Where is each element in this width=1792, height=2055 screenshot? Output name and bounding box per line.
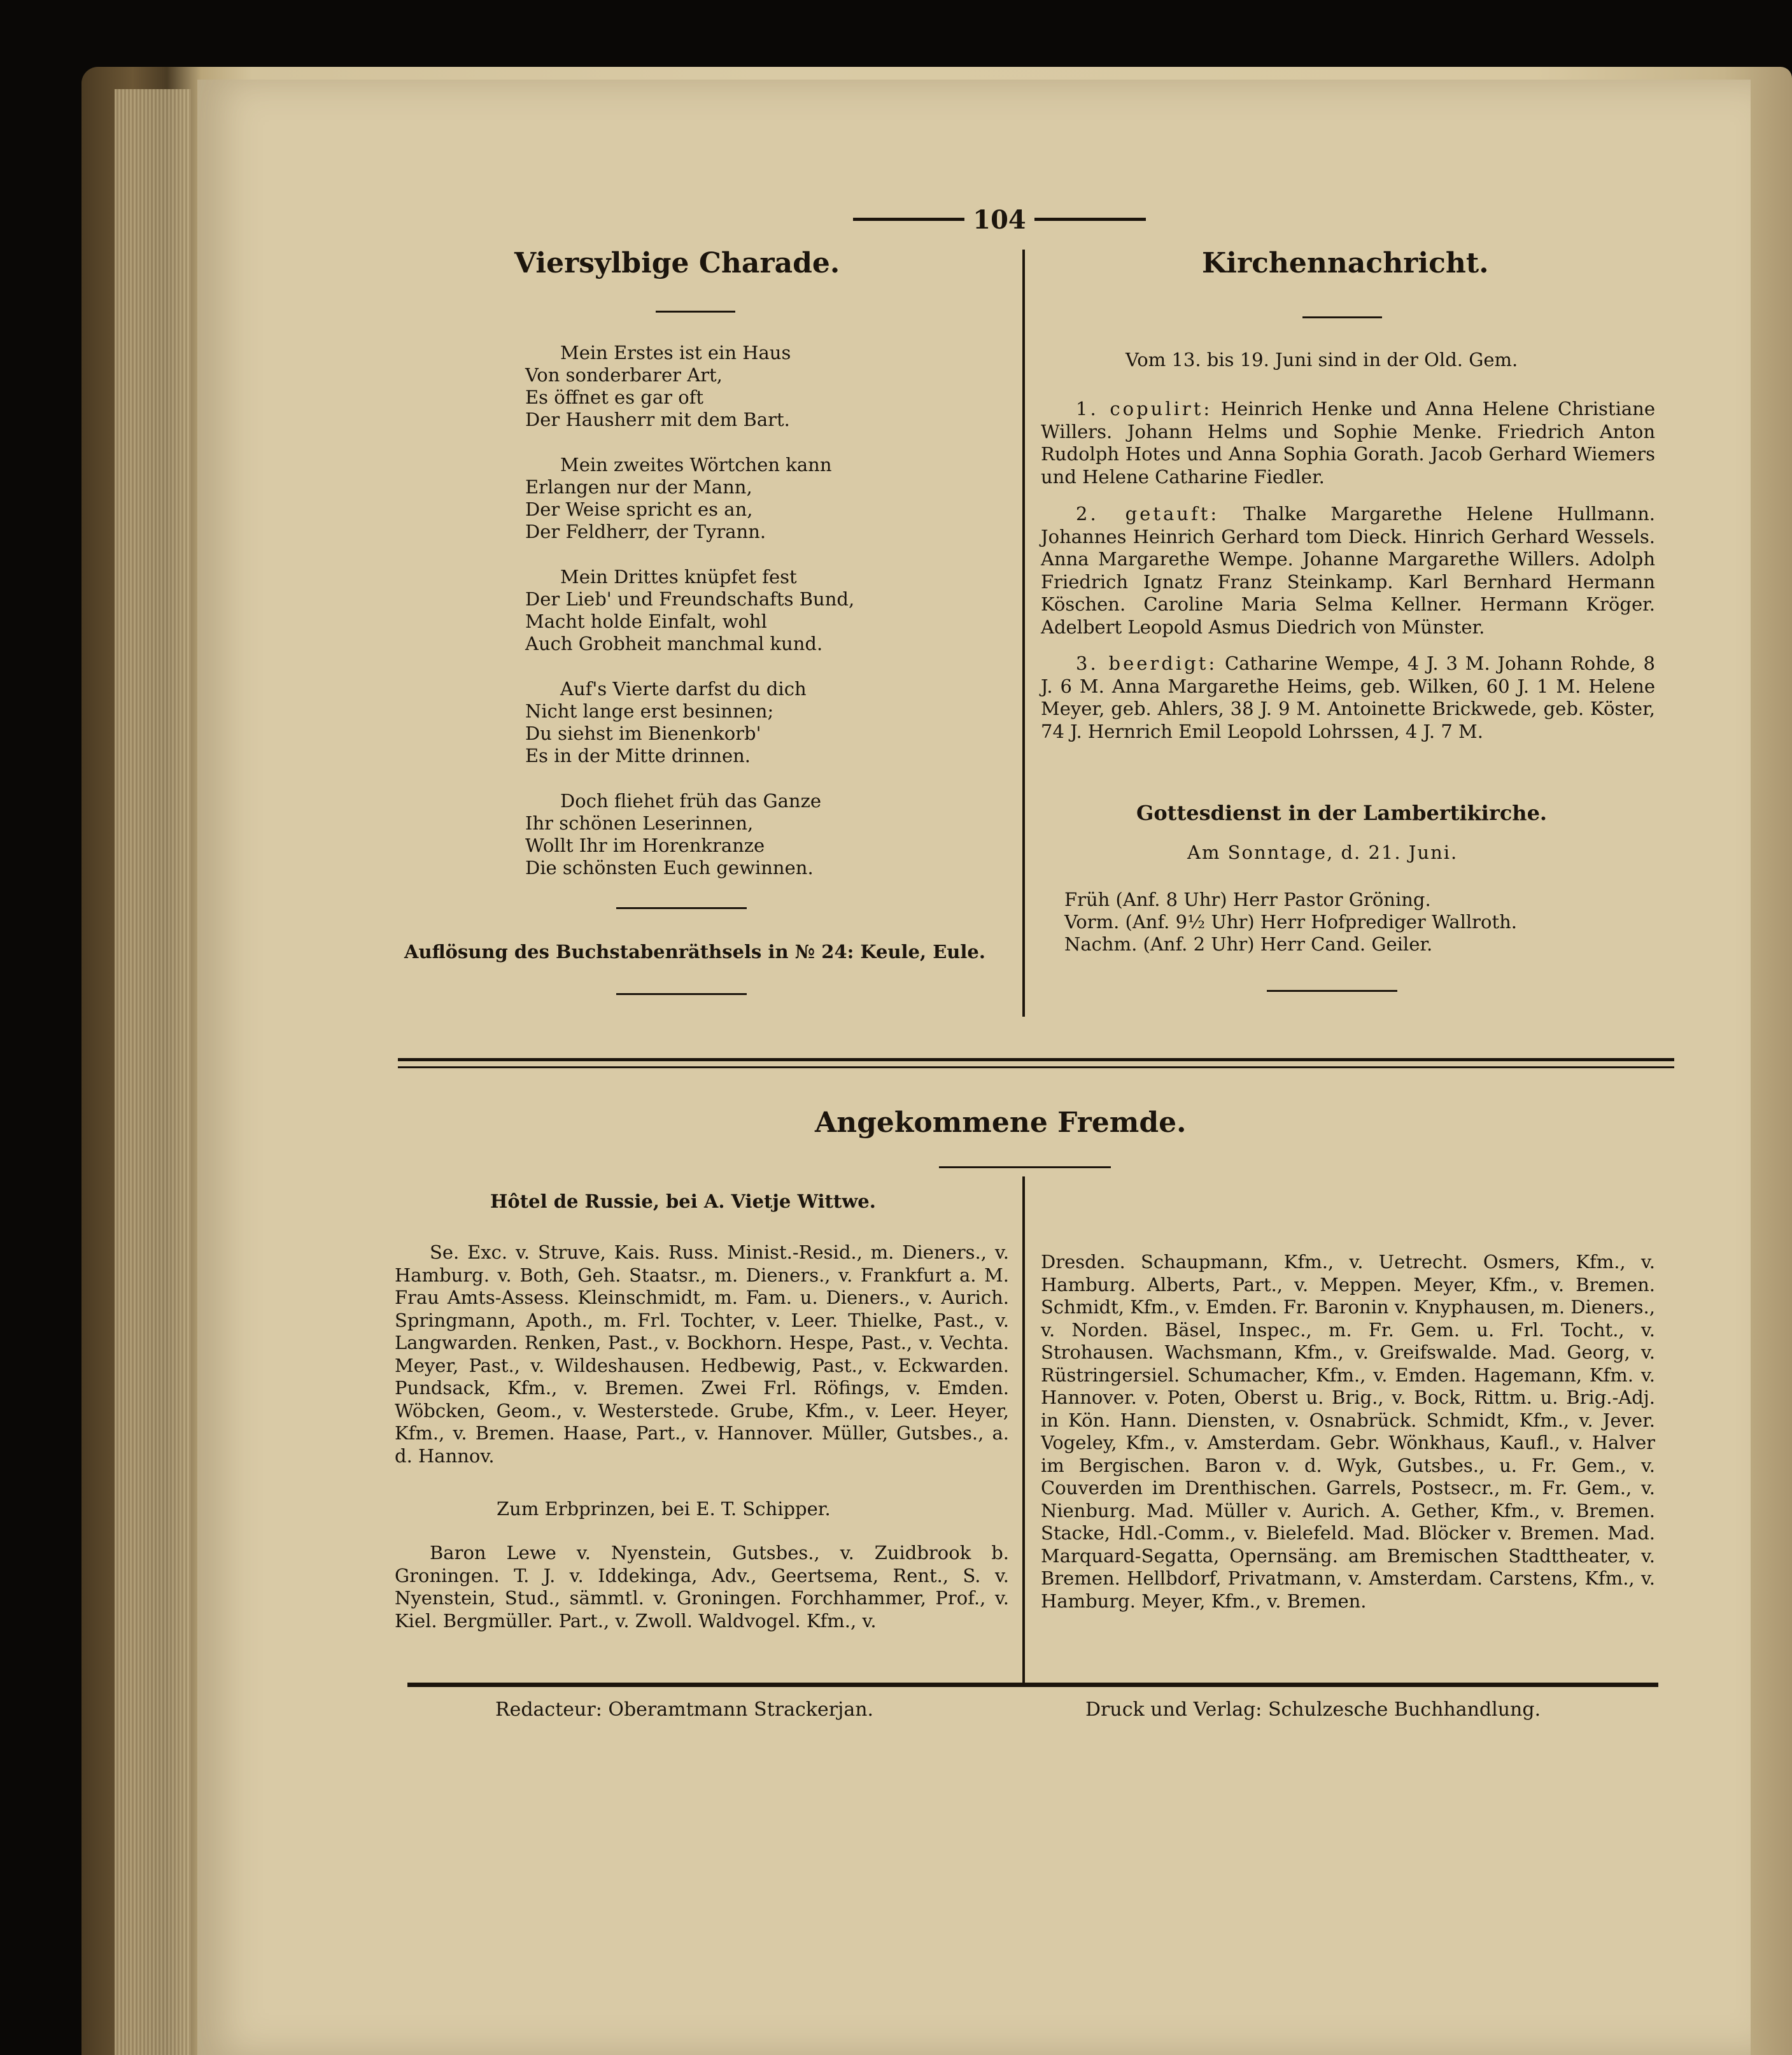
getauft-label: 2. getauft: bbox=[1076, 503, 1220, 525]
section-rule-bottom bbox=[398, 1066, 1674, 1068]
hotel1-title: Hôtel de Russie, bei A. Vietje Wittwe. bbox=[490, 1190, 876, 1212]
beerdigt-text: Catharine Wempe, 4 J. 3 M. Johann Rohde, 8 J. 6 M. Anna Margarethe Heims, geb. Wilken, 60 J. 1 M. Helene Meyer, geb. Ahlers, 38 J. 9 M. Antoinette Brickwede, geb. Köster, 74 J. Hernrich Emil Leopold Lohrssen, 4 J. 7 M. bbox=[1041, 653, 1655, 742]
column-divider-top bbox=[1022, 250, 1025, 1017]
strangers-title-rule bbox=[939, 1166, 1111, 1168]
poem-line: Auf's Vierte darfst du dich bbox=[560, 678, 807, 700]
poem-line: Erlangen nur der Mann, bbox=[525, 476, 752, 498]
poem-line: Der Weise spricht es an, bbox=[525, 498, 753, 520]
hotel2-guests-text: Baron Lewe v. Nyenstein, Gutsbes., v. Zuidbrook b. Groningen. T. J. v. Iddekinga, Adv., Geertsema, Rent., S. v. Nyenstein, Stud., sämmtl. v. Groningen. Forchhammer, Prof., v. Kiel. Bergmüller. Part., v. Zwoll. Waldvogel. Kfm., v. bbox=[395, 1542, 1009, 1632]
poem-stanza bbox=[525, 678, 854, 767]
church-copulirt bbox=[1041, 398, 1655, 488]
page-stack-edge bbox=[115, 89, 191, 2055]
poem-line: Macht holde Einfalt, wohl bbox=[525, 611, 767, 632]
poem-line: Der Lieb' und Freundschafts Bund, bbox=[525, 588, 855, 610]
poem-line: Wollt Ihr im Horenkranze bbox=[525, 835, 765, 856]
footer-rule bbox=[407, 1683, 1658, 1687]
church-beerdigt bbox=[1041, 653, 1655, 743]
church-intro: Vom 13. bis 19. Juni sind in der Old. Gem. bbox=[1125, 349, 1518, 371]
charade-title: Viersylbige Charade. bbox=[514, 247, 840, 279]
strangers-title: Angekommene Fremde. bbox=[815, 1106, 1187, 1139]
strangers-right-column bbox=[1041, 1251, 1655, 1613]
header-rule-left bbox=[853, 218, 964, 221]
poem-line: Nicht lange erst besinnen; bbox=[525, 700, 774, 722]
poem-line: Von sonderbarer Art, bbox=[525, 364, 723, 386]
charade-poem bbox=[525, 342, 854, 902]
charade-title-rule bbox=[656, 311, 735, 313]
beerdigt-label: 3. beerdigt: bbox=[1076, 653, 1218, 674]
hotel2-title: Zum Erbprinzen, bei E. T. Schipper. bbox=[497, 1498, 831, 1520]
poem-line: Ihr schönen Leserinnen, bbox=[525, 812, 754, 834]
poem-line: Der Feldherr, der Tyrann. bbox=[525, 521, 766, 542]
service-end-rule bbox=[1267, 990, 1397, 992]
poem-line: Auch Grobheit manchmal kund. bbox=[525, 633, 823, 654]
page-header bbox=[853, 205, 1146, 235]
page-number: 104 bbox=[973, 205, 1026, 235]
column-divider-bottom bbox=[1022, 1176, 1025, 1683]
strangers-right-text: Dresden. Schaupmann, Kfm., v. Uetrecht. Osmers, Kfm., v. Hamburg. Alberts, Part., v. Meppen. Meyer, Kfm., v. Bremen. Schmidt, Kfm., v. Emden. Fr. Baronin v. Knyphausen, m. Dieners., v. Norden. Bäsel, Inspec., m. Fr. Gem. u. Frl. Tocht., v. Strohausen. Wachsmann, Kfm., v. Greifswalde. Mad. Georg, v. Rüstringersiel. Schumacher, Kfm., v. Emden. Hagemann, Kfm. v. Hannover. v. Poten, Oberst u. Brig., v. Bock, Rittm. u. Brig.-Adj. in Kön. Hann. Diensten, v. Osnabrück. Schmidt, Kfm., v. Jever. Vogeley, Kfm., v. Amsterdam. Gebr. Wönkhaus, Kaufl., v. Halver im Bergischen. Baron v. d. Wyk, Gutsbes., u. Fr. Gem., v. Couverden im Drenthischen. Garrels, Postsecr., m. Fr. Gem., v. Nienburg. Mad. Müller v. Aurich. A. Gether, Kfm., v. Bremen. Stacke, Hdl.-Comm., v. Bielefeld. Mad. Blöcker v. Bremen. Mad. Marquard-Segatta, Opernsäng. am Bremischen Stadttheater, v. Bremen. Hellbdorf, Privatmann, v. Amsterdam. Carstens, Kfm., v. Hamburg. Meyer, Kfm., v. Bremen. bbox=[1041, 1251, 1655, 1612]
poem-line: Du siehst im Bienenkorb' bbox=[525, 723, 761, 744]
church-title: Kirchennachricht. bbox=[1202, 247, 1489, 279]
service-line: Früh (Anf. 8 Uhr) Herr Pastor Gröning. bbox=[1064, 889, 1431, 910]
footer-editor: Redacteur: Oberamtmann Strackerjan. bbox=[495, 1698, 874, 1721]
poem-line: Mein Drittes knüpfet fest bbox=[560, 566, 797, 588]
header-rule-right bbox=[1034, 218, 1146, 221]
poem-stanza bbox=[525, 342, 854, 431]
charade-solution: Auflösung des Buchstabenräthsels in № 24: Keule, Eule. bbox=[404, 941, 985, 963]
poem-line: Es öffnet es gar oft bbox=[525, 386, 704, 408]
poem-stanza bbox=[525, 454, 854, 543]
poem-line: Doch fliehet früh das Ganze bbox=[560, 790, 822, 812]
poem-line: Mein zweites Wörtchen kann bbox=[560, 454, 832, 476]
copulirt-text: Heinrich Henke und Anna Helene Christiane Willers. Johann Helms und Sophie Menke. Friedrich Anton Rudolph Hotes und Anna Sophia Gorath. Jacob Gerhard Wiemers und Helene Catharine Fiedler. bbox=[1041, 398, 1655, 488]
poem-stanza bbox=[525, 566, 854, 655]
hotel1-guests bbox=[395, 1241, 1009, 1467]
poem-stanza bbox=[525, 790, 854, 879]
poem-line: Es in der Mitte drinnen. bbox=[525, 745, 751, 766]
poem-line: Der Hausherr mit dem Bart. bbox=[525, 409, 790, 430]
section-rule-top bbox=[398, 1058, 1674, 1061]
getauft-text: Thalke Margarethe Helene Hullmann. Johannes Heinrich Gerhard tom Dieck. Hinrich Gerhard Wessels. Anna Margarethe Wempe. Johanne Margarethe Willers. Adolph Friedrich Ignatz Franz Steinkamp. Karl Bernhard Hermann Köschen. Caroline Maria Selma Kellner. Hermann Kröger. Adelbert Leopold Asmus Diedrich von Münster. bbox=[1041, 503, 1655, 638]
poem-line: Die schönsten Euch gewinnen. bbox=[525, 857, 814, 879]
church-title-rule bbox=[1302, 316, 1382, 318]
service-list bbox=[1064, 889, 1517, 956]
service-date: Am Sonntage, d. 21. Juni. bbox=[1187, 842, 1458, 863]
charade-end-rule bbox=[616, 907, 747, 909]
footer-printer: Druck und Verlag: Schulzesche Buchhandlung. bbox=[1085, 1698, 1541, 1721]
service-line: Vorm. (Anf. 9½ Uhr) Herr Hofprediger Wallroth. bbox=[1064, 911, 1518, 933]
service-title: Gottesdienst in der Lambertikirche. bbox=[1136, 801, 1548, 825]
copulirt-label: 1. copulirt: bbox=[1076, 398, 1213, 420]
hotel2-guests bbox=[395, 1542, 1009, 1632]
poem-line: Mein Erstes ist ein Haus bbox=[560, 342, 791, 364]
service-line: Nachm. (Anf. 2 Uhr) Herr Cand. Geiler. bbox=[1064, 933, 1433, 955]
charade-solution-rule bbox=[616, 993, 747, 995]
hotel1-guests-text: Se. Exc. v. Struve, Kais. Russ. Minist.-Resid., m. Dieners., v. Hamburg. v. Both, Geh. Staatsr., m. Dieners., v. Frankfurt a. M. Frau Amts-Assess. Kleinschmidt, m. Fam. u. Dieners., v. Aurich. Springmann, Apoth., m. Frl. Tochter, v. Leer. Thielke, Past., v. Langwarden. Renken, Past., v. Bockhorn. Hespe, Past., v. Vechta. Meyer, Past., v. Wildeshausen. Hedbewig, Past., v. Eckwarden. Pundsack, Kfm., v. Bremen. Zwei Frl. Röfings, v. Emden. Wöbcken, Geom., v. Westerstede. Grube, Kfm., v. Leer. Heyer, Kfm., v. Bremen. Haase, Part., v. Hannover. Müller, Gutsbes., a. d. Hannov. bbox=[395, 1241, 1009, 1467]
church-getauft bbox=[1041, 503, 1655, 639]
